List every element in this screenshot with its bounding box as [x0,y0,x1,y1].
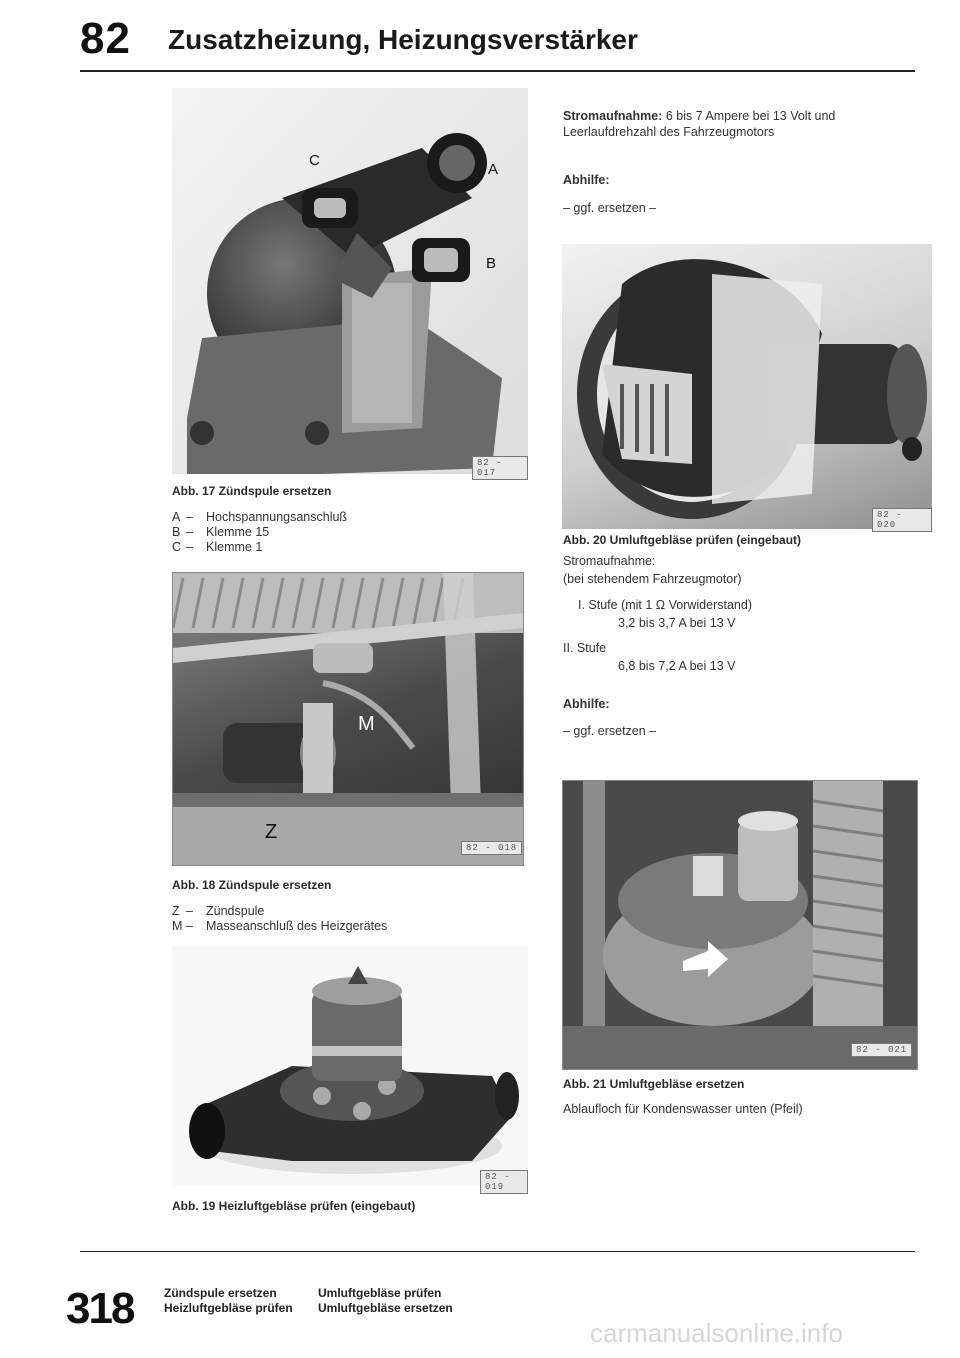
footer-topic: Umluftgebläse ersetzen [318,1301,453,1315]
label-m: M [358,713,375,735]
fig18-ref-number: 82 - 018 [461,841,522,855]
current-draw-line2: Leerlaufdrehzahl des Fahrzeugmotors [563,125,775,139]
remedy-text: – ggf. ersetzen – [563,201,657,215]
fig17-caption: Abb. 17 Zündspule ersetzen [172,484,332,498]
fig20-ref-number: 82 - 020 [872,508,932,532]
label-b: B [486,255,497,272]
footer-col2 [318,1286,453,1316]
legend-item: A – Hochspannungsanschluß [172,510,348,524]
fig19-photo [172,946,528,1192]
stage1-label: I. Stufe (mit 1 Ω Vorwiderstand) [578,598,752,612]
fig20-remedy-text: – ggf. ersetzen – [563,724,657,738]
fig18-photo [172,572,524,866]
ignition-coil-image [172,88,528,474]
page-title: Zusatzheizung, Heizungsverstärker [168,24,638,55]
fig18-legend [172,904,387,934]
circulation-blower-image [562,244,932,529]
footer-col1 [164,1286,293,1316]
stage2-label: II. Stufe [563,641,607,655]
stage2-value: 6,8 bis 7,2 A bei 13 V [618,659,736,673]
footer-topic: Heizluftgebläse prüfen [164,1301,293,1315]
remedy-heading: Abhilfe: [563,173,610,187]
fig17-legend [172,510,347,555]
fig21-caption: Abb. 21 Umluftgebläse ersetzen [563,1077,745,1091]
legend-item: M – Masseanschluß des Heizgerätes [172,919,388,933]
fig20-remedy-heading: Abhilfe: [563,697,610,711]
fig19-caption: Abb. 19 Heizluftgebläse prüfen (eingebaut) [172,1199,416,1213]
chapter-number: 82 [80,14,131,63]
footer-rule [80,1251,915,1252]
blower-replacement-image [563,781,917,1069]
heater-blower-image [172,946,528,1186]
fig21-ref-number: 82 - 021 [851,1043,912,1057]
page-number: 318 [66,1284,134,1333]
footer-topic: Umluftgebläse prüfen [318,1286,442,1300]
current-draw-block [563,108,923,140]
header-rule [80,70,915,72]
label-z: Z [265,821,278,843]
current-draw-line: Stromaufnahme: 6 bis 7 Ampere bei 13 Volt und [563,109,836,123]
watermark: carmanualsonline.info [590,1318,843,1348]
footer-topic: Zündspule ersetzen [164,1286,277,1300]
legend-item: Z – Zündspule [172,904,265,918]
fig17-photo [172,88,528,478]
fig17-ref-number: 82 - 017 [472,456,528,480]
fig20-condition: (bei stehendem Fahrzeugmotor) [563,572,742,586]
stage1-value: 3,2 bis 3,7 A bei 13 V [618,616,736,630]
fig20-photo [562,244,932,529]
label-a: A [488,161,499,178]
fig21-text: Ablaufloch für Kondenswasser unten (Pfeil) [563,1102,803,1116]
fig18-caption: Abb. 18 Zündspule ersetzen [172,878,332,892]
legend-item: C – Klemme 1 [172,540,263,554]
fig19-ref-number: 82 - 019 [480,1170,528,1194]
installed-coil-image [173,573,523,865]
legend-item: B – Klemme 15 [172,525,270,539]
label-c: C [309,152,320,169]
fig21-photo [562,780,918,1070]
fig20-current-label: Stromaufnahme: [563,554,656,568]
fig20-caption: Abb. 20 Umluftgebläse prüfen (eingebaut) [563,533,802,547]
